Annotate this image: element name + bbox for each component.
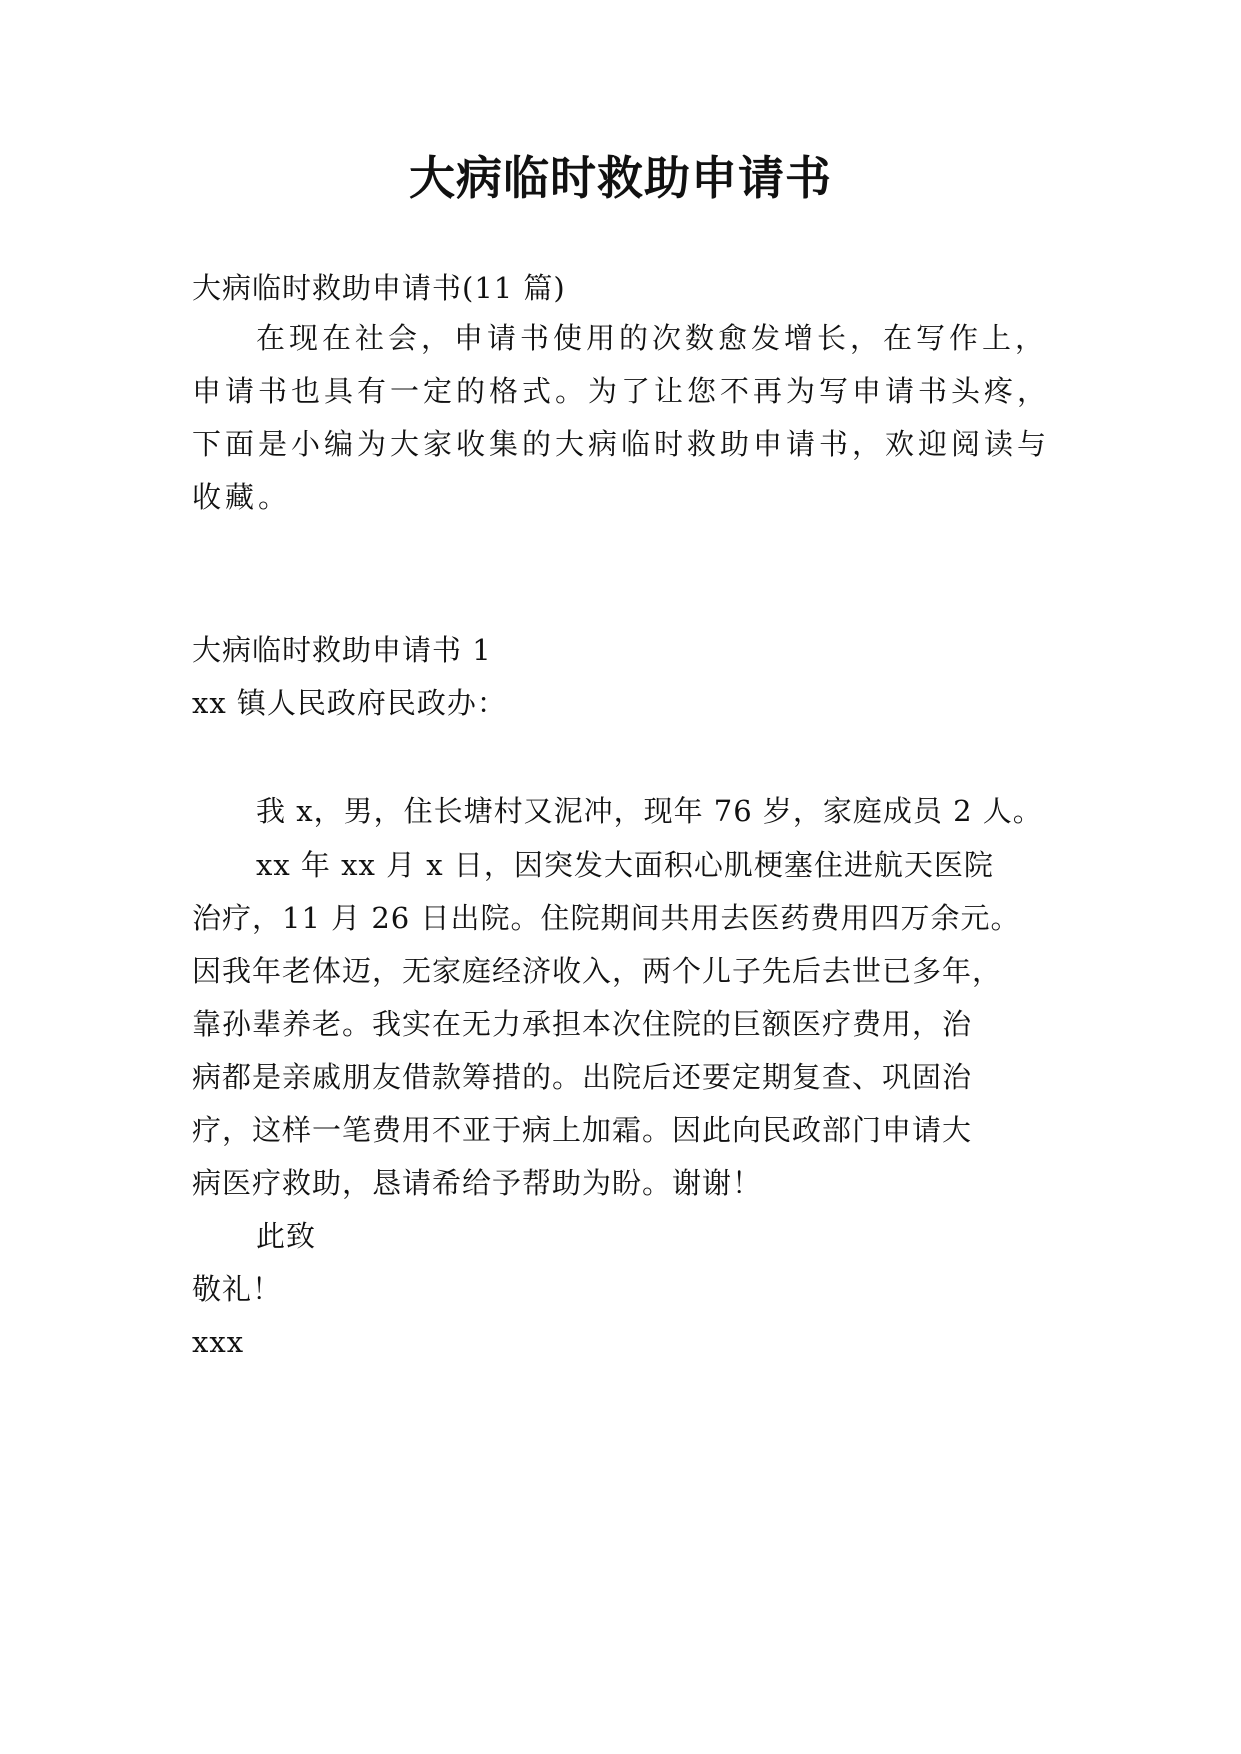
section-heading: 大病临时救助申请书 1	[192, 633, 492, 667]
body-line-1: 我 x，男，住长塘村又泥冲，现年 76 岁，家庭成员 2 人。	[256, 794, 1043, 828]
document-subtitle: 大病临时救助申请书(11 篇)	[192, 271, 566, 305]
body-line-2: xx 年 xx 月 x 日，因突发大面积心肌梗塞住进航天医院	[256, 848, 994, 882]
body-line-3: 治疗，11 月 26 日出院。住院期间共用去医药费用四万余元。	[192, 901, 1021, 935]
intro-line-4: 收藏。	[192, 480, 292, 514]
body-line-5: 靠孙辈养老。我实在无力承担本次住院的巨额医疗费用，治	[192, 1007, 973, 1041]
addressee: xx 镇人民政府民政办：	[192, 686, 507, 720]
closing-line-1: 此致	[256, 1219, 317, 1253]
document-title: 大病临时救助申请书	[409, 151, 832, 205]
body-line-6: 病都是亲戚朋友借款筹措的。出院后还要定期复查、巩固治	[192, 1060, 973, 1094]
body-line-8: 病医疗救助，恳请希给予帮助为盼。谢谢！	[192, 1166, 763, 1200]
intro-line-3: 下面是小编为大家收集的大病临时救助申请书，欢迎阅读与	[192, 427, 1051, 461]
intro-line-2: 申请书也具有一定的格式。为了让您不再为写申请书头疼，	[192, 374, 1051, 408]
signature: xxx	[192, 1325, 245, 1359]
body-line-4: 因我年老体迈，无家庭经济收入，两个儿子先后去世已多年，	[192, 954, 1003, 988]
intro-line-1: 在现在社会，申请书使用的次数愈发增长，在写作上，	[256, 321, 1049, 355]
body-line-7: 疗，这样一笔费用不亚于病上加霜。因此向民政部门申请大	[192, 1113, 973, 1147]
closing-line-2: 敬礼！	[192, 1272, 283, 1306]
